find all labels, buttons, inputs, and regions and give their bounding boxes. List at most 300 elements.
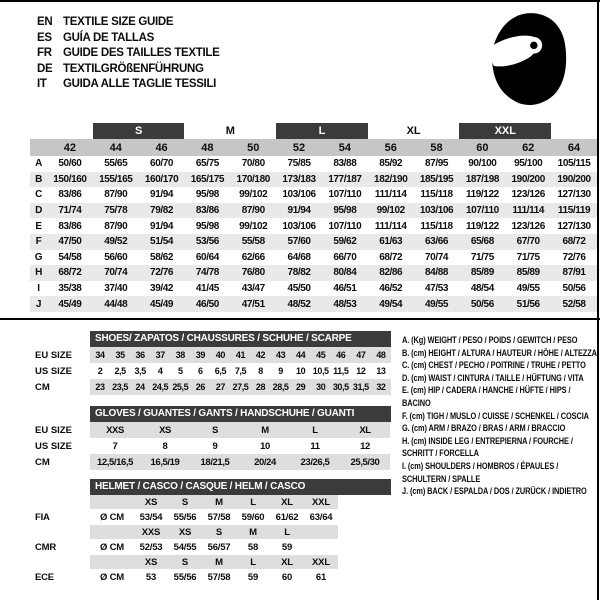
table-cell: 90/100 — [468, 158, 497, 170]
table-cell: 2 — [97, 366, 103, 376]
table-cell: 127/130 — [557, 189, 591, 201]
table-cell: 58 — [247, 541, 259, 553]
table-cell: 23,5 — [110, 379, 130, 395]
table-row — [30, 438, 390, 454]
gloves-size-table — [30, 422, 390, 470]
column-header: 54 — [322, 139, 368, 156]
helmet-size-table — [30, 495, 338, 585]
table-cell: 40 — [210, 347, 230, 363]
size-number-row — [30, 139, 597, 156]
table-cell: XXS — [90, 422, 140, 438]
helmet-table-title: HELMET / CASCO / CASQUE / HELM / CASCO — [90, 479, 391, 495]
table-cell: 85/89 — [459, 265, 505, 281]
table-cell: 12,5/16,5 — [90, 454, 140, 470]
table-cell: 23 — [90, 379, 110, 395]
table-cell: 49/54 — [368, 296, 414, 312]
table-cell: 64/68 — [287, 251, 311, 263]
table-cell: 95/98 — [322, 203, 368, 219]
table-cell: 177/187 — [322, 172, 368, 188]
table-cell: 95/98 — [195, 220, 219, 232]
column-header: 44 — [93, 139, 139, 156]
unit-label: Ø CM — [99, 571, 124, 583]
table-cell: 54/55 — [173, 541, 197, 553]
top-border-line — [0, 0, 600, 2]
table-cell: 60 — [281, 571, 293, 583]
table-cell: 27,5 — [230, 379, 250, 395]
table-cell: 56/57 — [207, 541, 231, 553]
table-cell: 185/195 — [414, 172, 460, 188]
table-cell: 4 — [157, 366, 163, 376]
table-cell: 13 — [376, 366, 386, 376]
table-row — [30, 250, 597, 266]
column-header: 62 — [505, 139, 551, 156]
size-header: M — [236, 525, 270, 539]
table-cell: 24,5 — [150, 379, 170, 395]
column-header: 52 — [276, 139, 322, 156]
table-cell: 35 — [110, 347, 130, 363]
table-cell: 12 — [360, 440, 370, 452]
table-cell: 91/94 — [150, 189, 174, 201]
table-cell: 34 — [90, 347, 110, 363]
table-cell: 9 — [212, 440, 218, 452]
row-label: C — [35, 189, 42, 201]
row-label: CMR — [35, 541, 57, 553]
table-cell: 103/106 — [282, 189, 316, 201]
table-row — [30, 422, 390, 438]
table-cell: 41 — [230, 347, 250, 363]
table-cell: 63/66 — [414, 234, 460, 250]
table-cell: 53 — [145, 571, 157, 583]
size-group-header: XXL — [459, 123, 551, 139]
table-cell: 59/62 — [322, 234, 368, 250]
row-label: I — [37, 283, 40, 295]
table-row — [30, 265, 597, 281]
table-cell — [304, 539, 338, 555]
table-cell: 52/53 — [139, 541, 163, 553]
language-code: EN — [37, 16, 53, 28]
table-cell: 61/63 — [368, 234, 414, 250]
table-cell: XL — [340, 422, 390, 438]
language-code: FR — [37, 47, 52, 60]
table-cell: 47 — [351, 347, 371, 363]
table-cell: 53/54 — [139, 511, 163, 523]
table-cell: 37/40 — [104, 283, 128, 295]
table-cell: 2,5 — [114, 366, 126, 376]
table-cell: 82/86 — [368, 265, 414, 281]
table-cell: 47/53 — [425, 283, 449, 295]
size-header — [304, 525, 338, 539]
table-cell: 48/53 — [322, 296, 368, 312]
table-cell: 55/58 — [230, 234, 276, 250]
row-label: E — [35, 220, 42, 232]
column-header: 46 — [139, 139, 185, 156]
table-cell: 85/92 — [379, 158, 403, 170]
row-label: A — [35, 158, 42, 170]
size-header: XL — [270, 555, 304, 569]
table-cell: 44/48 — [93, 296, 139, 312]
row-label: EU SIZE — [35, 349, 72, 361]
legend-item: J. (cm) BACK / ESPALDA / DOS / ZURÜCK / INDIETRO — [402, 486, 587, 497]
table-cell: XS — [140, 422, 190, 438]
table-cell: L — [290, 422, 340, 438]
table-cell: 28 — [251, 379, 271, 395]
table-cell: 48/54 — [470, 283, 494, 295]
table-cell: M — [240, 422, 290, 438]
table-cell: 58/62 — [150, 251, 174, 263]
row-label: H — [30, 265, 47, 281]
table-cell: 10,5 — [312, 366, 329, 376]
language-row — [37, 31, 220, 47]
corner-cell — [30, 139, 47, 156]
table-cell: 87/90 — [104, 220, 128, 232]
table-cell: 49/55 — [414, 296, 460, 312]
table-cell: 75/78 — [93, 203, 139, 219]
table-cell: 105/115 — [557, 158, 591, 170]
column-header: 48 — [184, 139, 230, 156]
table-cell: 57/58 — [207, 511, 231, 523]
row-label-spacer — [30, 555, 90, 569]
table-cell: 119/122 — [465, 189, 499, 201]
size-header: XXL — [304, 495, 338, 509]
table-cell: 187/198 — [459, 172, 505, 188]
table-cell: 71/75 — [516, 251, 540, 263]
table-cell: 26 — [190, 379, 210, 395]
textile-size-table — [30, 123, 597, 312]
table-cell: 38 — [170, 347, 190, 363]
gloves-table-title: GLOVES / GUANTES / GANTS / HANDSCHUHE / GUANTI — [90, 406, 391, 422]
table-cell: 48/52 — [276, 296, 322, 312]
language-title: GUIDA ALLE TAGLIE TESSILI — [63, 78, 217, 91]
table-cell: 72/76 — [562, 251, 586, 263]
measurement-legend — [402, 334, 597, 498]
helmet-values-row — [30, 509, 338, 525]
legend-item: E. (cm) HIP / CADERA / HANCHE / HÜFTE / HIPS / BACINO — [402, 385, 571, 408]
column-header: 58 — [414, 139, 460, 156]
table-cell: 99/102 — [239, 189, 268, 201]
table-cell: 6,5 — [214, 366, 227, 376]
table-cell: 7,5 — [234, 366, 247, 376]
table-cell: 47/51 — [230, 296, 276, 312]
table-cell: 95/98 — [195, 189, 219, 201]
table-cell: 87/90 — [104, 189, 128, 201]
column-header: 56 — [368, 139, 414, 156]
table-cell: 50/56 — [459, 296, 505, 312]
row-label: J — [30, 296, 47, 312]
table-cell: 55/56 — [173, 571, 197, 583]
table-cell: 123/126 — [511, 189, 545, 201]
column-header: 42 — [47, 139, 93, 156]
table-cell: 70/74 — [93, 265, 139, 281]
helmet-values-row — [30, 539, 338, 555]
table-cell: 83/86 — [58, 220, 82, 232]
table-cell: 111/114 — [374, 189, 407, 201]
table-cell: 111/114 — [505, 203, 551, 219]
table-cell: 20/24 — [240, 454, 290, 470]
table-row — [30, 203, 597, 219]
table-cell: 30 — [311, 379, 331, 395]
table-cell: 39 — [190, 347, 210, 363]
size-group-header: L — [276, 123, 368, 139]
table-cell: 80/84 — [322, 265, 368, 281]
language-code: ES — [37, 31, 52, 44]
language-title: GUÍA DE TALLAS — [63, 31, 154, 44]
table-cell: 85/89 — [505, 265, 551, 281]
helmet-sizes-row — [30, 495, 338, 509]
table-cell: 83/88 — [333, 158, 357, 170]
table-cell: 46 — [331, 347, 351, 363]
table-cell: 49/52 — [93, 234, 139, 250]
table-cell: 68/72 — [47, 265, 93, 281]
table-cell: 54/58 — [58, 251, 82, 263]
size-header: S — [168, 555, 202, 569]
table-cell: 60/64 — [195, 251, 219, 263]
table-cell: 6 — [198, 366, 203, 376]
table-row — [30, 379, 391, 395]
table-cell: 123/126 — [511, 220, 545, 232]
helmet-values-row — [30, 569, 338, 585]
table-cell: 150/160 — [47, 172, 93, 188]
row-label: CM — [35, 381, 50, 393]
table-cell: 115/118 — [420, 189, 453, 201]
unit-spacer — [90, 495, 134, 509]
unit-label: Ø CM — [99, 511, 124, 523]
table-cell: 61/62 — [275, 511, 299, 523]
table-cell: 99/102 — [368, 203, 414, 219]
table-cell: 49/55 — [516, 283, 540, 295]
size-header: M — [202, 555, 236, 569]
table-cell: 32 — [371, 379, 391, 395]
table-row — [30, 172, 597, 188]
language-row — [37, 46, 220, 62]
size-header: XS — [134, 555, 168, 569]
size-header: L — [270, 525, 304, 539]
table-cell: 9 — [278, 366, 283, 376]
table-cell: 27 — [210, 379, 230, 395]
table-cell: 111/114 — [374, 220, 407, 232]
table-cell: 46/52 — [379, 283, 403, 295]
language-code: DE — [37, 62, 53, 75]
size-group-row — [30, 123, 597, 139]
table-row — [30, 454, 390, 470]
table-cell: 11,5 — [333, 366, 349, 376]
table-cell: 30,5 — [331, 379, 351, 395]
table-cell: 79/82 — [139, 203, 185, 219]
table-cell: 99/102 — [239, 220, 268, 232]
table-cell: 87/90 — [230, 203, 276, 219]
table-cell: 52/58 — [551, 296, 597, 312]
table-cell: 182/190 — [368, 172, 414, 188]
table-cell: 115/119 — [551, 203, 597, 219]
size-header: XS — [168, 525, 202, 539]
table-cell: 87/91 — [551, 265, 597, 281]
row-label: B — [30, 172, 47, 188]
table-cell: 83/86 — [184, 203, 230, 219]
unit-label: Ø CM — [99, 541, 124, 553]
table-cell: 65/68 — [459, 234, 505, 250]
table-cell: 16,5/19 — [140, 454, 190, 470]
size-header: XS — [134, 495, 168, 509]
table-cell: 36 — [130, 347, 150, 363]
size-group-header: XL — [406, 125, 421, 137]
table-cell: 57/58 — [207, 571, 231, 583]
language-title: GUIDE DES TAILLES TEXTILE — [63, 47, 220, 60]
table-cell: 53/56 — [184, 234, 230, 250]
row-label: D — [30, 203, 47, 219]
table-cell: 55/56 — [173, 511, 197, 523]
table-cell: 31,5 — [351, 379, 371, 395]
unit-spacer — [90, 525, 134, 539]
table-cell: 41/45 — [195, 283, 219, 295]
table-cell: 67/70 — [505, 234, 551, 250]
table-cell: 45 — [311, 347, 331, 363]
language-row — [37, 15, 220, 31]
helmet-icon — [486, 12, 568, 106]
table-cell: 59 — [247, 571, 259, 583]
table-cell: 91/94 — [276, 203, 322, 219]
table-cell: 75/85 — [287, 158, 311, 170]
unit-spacer — [90, 555, 134, 569]
language-row — [37, 77, 220, 93]
table-cell: 11 — [310, 440, 320, 452]
size-header: S — [202, 525, 236, 539]
language-title: TEXTILGRÖßENFÜHRUNG — [63, 62, 204, 75]
language-row — [37, 62, 220, 78]
table-cell: 55/65 — [104, 158, 128, 170]
table-cell: 160/170 — [139, 172, 185, 188]
table-cell: 10 — [260, 440, 270, 452]
shoes-size-table — [30, 347, 391, 395]
table-cell: 59 — [281, 541, 293, 553]
table-cell: 78/82 — [276, 265, 322, 281]
table-cell: 56/60 — [104, 251, 128, 263]
table-cell: 87/95 — [425, 158, 449, 170]
table-cell: 63/64 — [309, 511, 333, 523]
table-cell: 107/110 — [328, 189, 362, 201]
table-cell: 72/76 — [139, 265, 185, 281]
table-row — [30, 296, 597, 312]
table-cell: 173/183 — [276, 172, 322, 188]
table-cell: 28,5 — [271, 379, 291, 395]
table-cell: 190/200 — [551, 172, 597, 188]
row-label: FIA — [35, 511, 50, 523]
helmet-sizes-row — [30, 525, 338, 539]
section-divider — [0, 318, 600, 320]
language-list — [37, 15, 220, 93]
table-cell: 84/88 — [414, 265, 460, 281]
table-cell: 35/38 — [58, 283, 82, 295]
table-row — [30, 363, 391, 379]
column-header: 50 — [230, 139, 276, 156]
size-group-spacer — [551, 123, 597, 139]
table-cell: 42 — [251, 347, 271, 363]
table-row — [30, 156, 597, 172]
table-cell: 43/47 — [241, 283, 265, 295]
table-cell: S — [190, 422, 240, 438]
helmet-sizes-row — [30, 555, 338, 569]
table-cell: 57/60 — [276, 234, 322, 250]
table-row — [30, 218, 597, 234]
table-cell: 48 — [371, 347, 391, 363]
table-cell: 95/100 — [514, 158, 543, 170]
size-header: XXL — [304, 555, 338, 569]
table-cell: 190/200 — [505, 172, 551, 188]
table-cell: 24 — [130, 379, 150, 395]
row-label: US SIZE — [35, 365, 72, 377]
visor-pivot-inner — [530, 42, 537, 49]
language-code: IT — [37, 78, 47, 91]
table-cell: 46/50 — [184, 296, 230, 312]
table-cell: 127/130 — [557, 220, 591, 232]
table-cell: 12 — [356, 366, 366, 376]
size-header: XL — [270, 495, 304, 509]
table-cell: 45/50 — [287, 283, 311, 295]
row-label: G — [34, 251, 43, 263]
row-label: F — [30, 234, 47, 250]
table-cell: 103/106 — [414, 203, 460, 219]
size-group-header: M — [225, 125, 235, 137]
table-cell: 115/118 — [420, 220, 453, 232]
table-cell: 155/165 — [93, 172, 139, 188]
table-cell: 68/72 — [551, 234, 597, 250]
table-cell: 44 — [291, 347, 311, 363]
row-label-spacer — [30, 495, 90, 509]
table-cell: 18/21,5 — [190, 454, 240, 470]
table-cell: 70/74 — [425, 251, 449, 263]
table-cell: 165/175 — [184, 172, 230, 188]
legend-item: G. (cm) ARM / BRAZO / BRAS / ARM / BRACCIO — [402, 423, 566, 434]
table-cell: 103/106 — [282, 220, 316, 232]
table-cell: 47/50 — [47, 234, 93, 250]
row-label-spacer — [30, 525, 90, 539]
table-row — [30, 234, 597, 250]
table-row — [30, 187, 597, 203]
table-cell: 37 — [150, 347, 170, 363]
size-header: XXS — [134, 525, 168, 539]
size-header: S — [168, 495, 202, 509]
table-cell: 107/110 — [328, 220, 362, 232]
table-cell: 8 — [258, 366, 263, 376]
row-label: US SIZE — [35, 440, 72, 452]
table-cell: 43 — [271, 347, 291, 363]
table-cell: 91/94 — [150, 220, 174, 232]
table-cell: 7 — [112, 440, 118, 452]
row-label: EU SIZE — [35, 424, 72, 436]
table-cell: 65/75 — [195, 158, 219, 170]
table-cell: 29 — [291, 379, 311, 395]
legend-item: C. (cm) CHEST / PECHO / POITRINE / TRUHE / PETTO — [402, 360, 586, 371]
table-cell: 3,5 — [134, 366, 146, 376]
table-cell: 71/75 — [470, 251, 494, 263]
table-cell: 45/49 — [47, 296, 93, 312]
legend-item: A. (Kg) WEIGHT / PESO / POIDS / GEWITCH / PESO — [402, 335, 578, 345]
table-cell: 39/42 — [150, 283, 174, 295]
table-cell: 68/72 — [379, 251, 403, 263]
column-header: 60 — [459, 139, 505, 156]
table-cell: 45/49 — [139, 296, 185, 312]
table-cell: 25,5 — [170, 379, 190, 395]
table-row — [30, 281, 597, 297]
table-cell: 107/110 — [459, 203, 505, 219]
table-cell: 61 — [315, 571, 327, 583]
table-cell: 66/70 — [333, 251, 357, 263]
table-cell: 25,5/30 — [340, 454, 390, 470]
table-cell: 170/180 — [230, 172, 276, 188]
table-cell: 71/74 — [47, 203, 93, 219]
language-title: TEXTILE SIZE GUIDE — [63, 16, 174, 28]
size-header: M — [202, 495, 236, 509]
column-header: 64 — [551, 139, 597, 156]
row-label: CM — [35, 456, 50, 468]
